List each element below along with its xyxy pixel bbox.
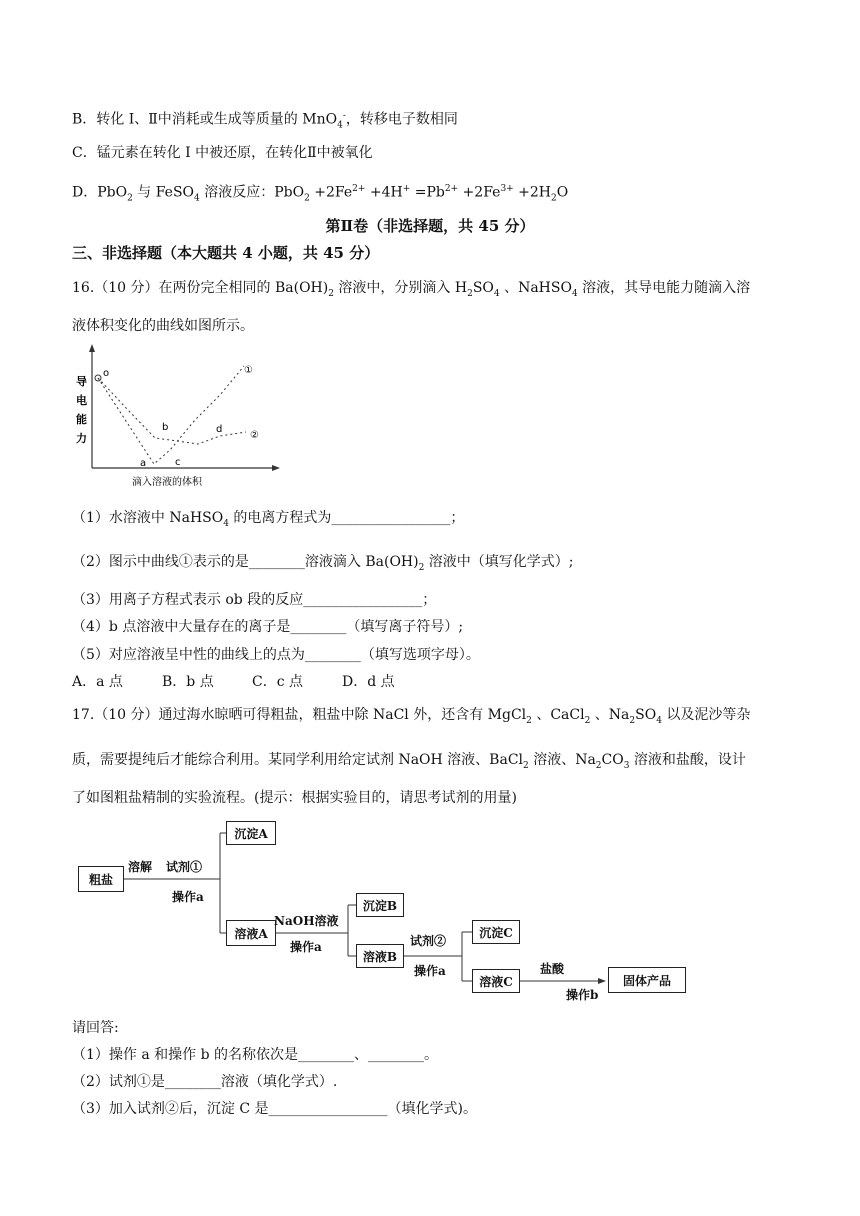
curve-1-label: ① xyxy=(244,365,253,376)
q15-option-c: C．锰元素在转化 I 中被还原，在转化Ⅱ中被氧化 xyxy=(72,145,373,161)
q17-sub2: （2）试剂①是________溶液（填化学式）. xyxy=(72,1074,338,1090)
x-axis-label: 滴入溶液的体积 xyxy=(132,477,202,488)
precipitate-c-box: 沉淀C xyxy=(472,920,520,944)
naoh-label: NaOH溶液 xyxy=(274,914,339,928)
q17-ask: 请回答: xyxy=(72,1020,119,1036)
point-b-label: b xyxy=(162,422,169,433)
q16-option-b: B．b 点 xyxy=(162,674,214,690)
q17-sub3: （3）加入试剂②后，沉淀 C 是_________________（填化学式)。 xyxy=(72,1101,477,1117)
solution-c-box: 溶液C xyxy=(472,969,520,993)
q15-option-b: B．转化 I、Ⅱ中消耗或生成等质量的 MnO$_4$-，转移电子数相同 xyxy=(72,111,458,131)
q16-stem: 16.（10 分）在两份完全相同的 $Ba(OH)_2$ 溶液中，分别滴入 $H_2SO_4$ 、NaHSO$_4$ 溶液，其导电能力随滴入溶 xyxy=(72,280,751,299)
q15-option-d: D．PbO$_2$ 与 FeSO$_4$ 溶液反应：$PbO_2 +2Fe^{2+} +4H^+ =Pb^{2+} +2Fe^{3+} +2H_2O$ xyxy=(72,184,569,204)
part-3-title: 三、非选择题（本大题共 4 小题，共 45 分） xyxy=(72,244,380,262)
y-label-2: 电 xyxy=(76,394,87,407)
q16-sub4: （4）b 点溶液中大量存在的离子是________（填写离子符号）; xyxy=(72,619,464,635)
solution-b-box: 溶液B xyxy=(356,944,404,968)
q16-sub1: （1）水溶液中 NaHSO$_4$ 的电离方程式为_________________； xyxy=(72,510,465,529)
op-a2-label: 操作a xyxy=(290,940,322,954)
precipitate-b-box: 沉淀B xyxy=(356,893,404,917)
y-label-4: 力 xyxy=(76,432,87,445)
q16-option-a: A．a 点 xyxy=(72,674,123,690)
y-label-1: 导 xyxy=(76,375,87,388)
solution-a-box: 溶液A xyxy=(226,920,276,946)
q17-stem-2: 质，需要提纯后才能综合利用。某同学利用给定试剂 NaOH 溶液、BaCl$_2$ 溶液、$Na_2CO_3$ 溶液和盐酸，设计 xyxy=(72,752,746,771)
y-label-3: 能 xyxy=(76,413,87,426)
q16-sub2: （2）图示中曲线①表示的是________溶液滴入 $Ba(OH)_2$ 溶液中（填写化学式）; xyxy=(72,554,574,573)
curve-2-label: ② xyxy=(250,430,259,441)
crude-salt-box: 粗盐 xyxy=(78,866,124,892)
precipitate-a-box: 沉淀A xyxy=(226,821,276,845)
q17-stem-3: 了如图粗盐精制的实验流程。(提示：根据实验目的，请思考试剂的用量) xyxy=(72,790,517,806)
q17-stem-1: 17.（10 分）通过海水晾晒可得粗盐，粗盐中除 NaCl 外，还含有 MgCl$_2$ 、CaCl$_2$ 、$Na_2SO_4$ 以及泥沙等杂 xyxy=(72,707,751,726)
q16-sub5: （5）对应溶液呈中性的曲线上的点为________（填写选项字母）。 xyxy=(72,647,480,663)
op-b-label: 操作b xyxy=(566,988,599,1002)
op-a1-label: 操作a xyxy=(172,890,204,904)
hcl-label: 盐酸 xyxy=(540,962,565,976)
q16-option-d: D．d 点 xyxy=(342,674,395,690)
reagent2-label: 试剂② xyxy=(410,934,447,948)
reagent1-label: 试剂① xyxy=(166,860,203,874)
point-a-label: a xyxy=(140,458,147,469)
q16-stem-line2: 液体积变化的曲线如图所示。 xyxy=(72,318,254,334)
q17-sub1: （1）操作 a 和操作 b 的名称依次是________、________。 xyxy=(72,1047,439,1063)
dissolve-label: 溶解 xyxy=(128,860,153,874)
section-2-title: 第Ⅱ卷（非选择题，共 45 分） xyxy=(325,217,535,235)
op-a3-label: 操作a xyxy=(414,964,446,978)
q16-option-c: C．c 点 xyxy=(252,674,304,690)
point-c-label: c xyxy=(175,457,181,468)
point-d-label: d xyxy=(216,424,223,435)
point-o-label: o xyxy=(103,368,110,379)
solid-product-box: 固体产品 xyxy=(608,967,686,993)
q16-sub3: （3）用离子方程式表示 ob 段的反应_________________； xyxy=(72,592,437,608)
